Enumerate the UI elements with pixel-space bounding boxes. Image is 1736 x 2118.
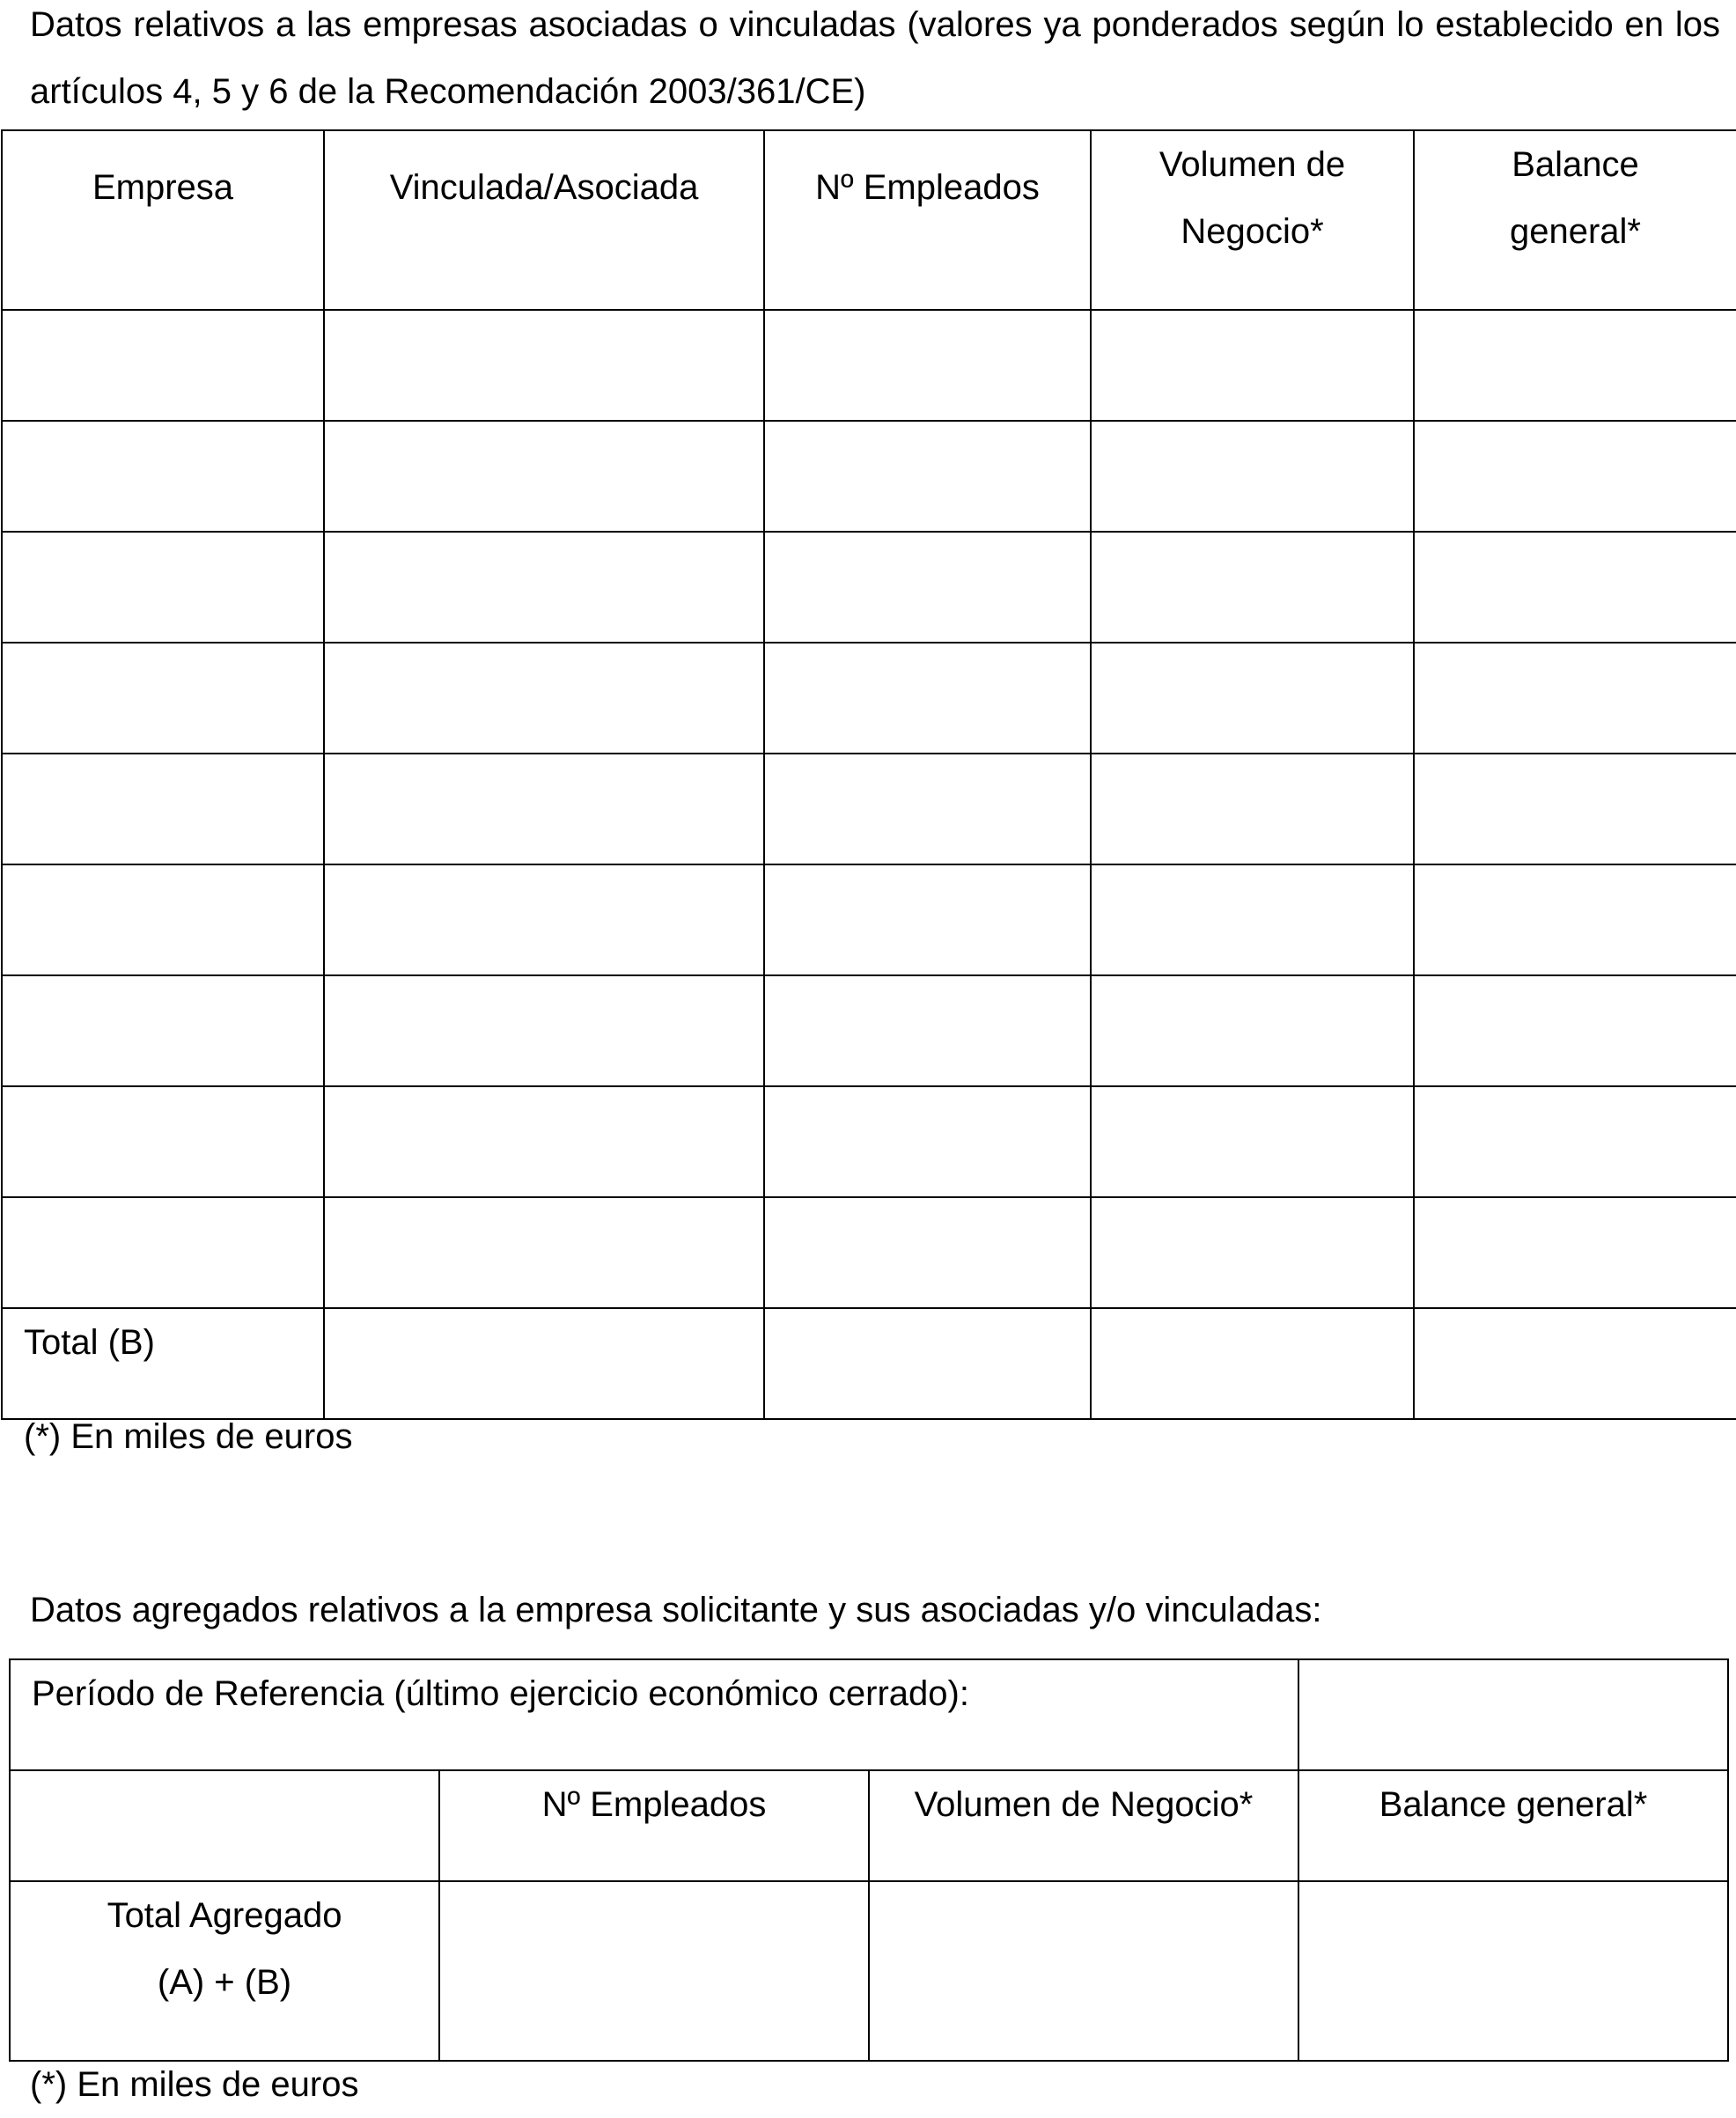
- cell-vinculada[interactable]: [324, 310, 764, 421]
- cell-balance[interactable]: [1414, 754, 1736, 864]
- cell-vinculada[interactable]: [324, 1197, 764, 1308]
- cell-balance-total[interactable]: [1414, 1308, 1736, 1419]
- table-row: [2, 310, 1736, 421]
- cell-empleados[interactable]: [764, 532, 1091, 643]
- cell-empresa[interactable]: [2, 532, 324, 643]
- cell-volumen[interactable]: [1091, 532, 1414, 643]
- cell-balance[interactable]: [1414, 421, 1736, 532]
- cell-vinculada[interactable]: [324, 1086, 764, 1197]
- cell-empleados[interactable]: [764, 754, 1091, 864]
- cell-volumen[interactable]: [1091, 1086, 1414, 1197]
- cell-empresa[interactable]: [2, 310, 324, 421]
- cell-volumen[interactable]: [1091, 1197, 1414, 1308]
- table-row: [2, 1086, 1736, 1197]
- cell-vinculada-total[interactable]: [324, 1308, 764, 1419]
- table-row: [2, 975, 1736, 1086]
- cell-volumen-total[interactable]: [1091, 1308, 1414, 1419]
- header-balance-general: Balance general*: [1414, 130, 1736, 310]
- total-aggregate-label: Total Agregado (A) + (B): [10, 1881, 439, 2061]
- cell-balance[interactable]: [1414, 643, 1736, 754]
- header-empty: [10, 1770, 439, 1881]
- header-volumen-negocio: Volumen de Negocio*: [869, 1770, 1298, 1881]
- cell-empresa[interactable]: [2, 975, 324, 1086]
- table-row: [2, 754, 1736, 864]
- cell-volumen[interactable]: [1091, 975, 1414, 1086]
- cell-empresa[interactable]: [2, 864, 324, 975]
- cell-empleados[interactable]: [764, 310, 1091, 421]
- header-balance-general: Balance general*: [1298, 1770, 1728, 1881]
- cell-balance[interactable]: [1414, 1086, 1736, 1197]
- header-empleados: Nº Empleados: [439, 1770, 869, 1881]
- cell-empleados[interactable]: [764, 1197, 1091, 1308]
- cell-balance[interactable]: [1414, 532, 1736, 643]
- cell-volumen[interactable]: [1091, 421, 1414, 532]
- header-volumen-negocio: Volumen de Negocio*: [1091, 130, 1414, 310]
- intro-paragraph: Datos relativos a las empresas asociadas o vinculadas (valores ya ponderados según lo establecido en los artículos 4, 5 y 6 de la Recomendación 2003/361/CE): [30, 5, 1720, 111]
- table-row: [2, 532, 1736, 643]
- cell-empresa[interactable]: [2, 1086, 324, 1197]
- header-empresa: Empresa: [2, 130, 324, 310]
- cell-empleados-total[interactable]: [764, 1308, 1091, 1419]
- cell-empresa[interactable]: [2, 1197, 324, 1308]
- cell-vinculada[interactable]: [324, 754, 764, 864]
- aggregate-intro: Datos agregados relativos a la empresa solicitante y sus asociadas y/o vinculadas:: [30, 1591, 1322, 1629]
- reference-period-value[interactable]: [1298, 1659, 1728, 1770]
- associated-companies-table: [1, 129, 1736, 1420]
- reference-period-label: Período de Referencia (último ejercicio económico cerrado):: [10, 1659, 1298, 1770]
- cell-empleados[interactable]: [764, 643, 1091, 754]
- total-b-label: Total (B): [2, 1308, 324, 1419]
- cell-balance[interactable]: [1414, 1197, 1736, 1308]
- cell-empresa[interactable]: [2, 643, 324, 754]
- cell-empleados[interactable]: [764, 1086, 1091, 1197]
- table-row: [2, 1197, 1736, 1308]
- cell-empresa[interactable]: [2, 421, 324, 532]
- cell-balance[interactable]: [1414, 864, 1736, 975]
- period-row: [10, 1659, 1728, 1770]
- footnote-thousands-euros-2: (*) En miles de euros: [30, 2065, 359, 2104]
- cell-empleados[interactable]: [764, 864, 1091, 975]
- header-vinculada-asociada: Vinculada/Asociada: [324, 130, 764, 310]
- cell-volumen[interactable]: [1091, 754, 1414, 864]
- table-row: [2, 864, 1736, 975]
- cell-empresa[interactable]: [2, 754, 324, 864]
- cell-empleados[interactable]: [764, 975, 1091, 1086]
- cell-balance[interactable]: [1414, 975, 1736, 1086]
- cell-empleados[interactable]: [764, 421, 1091, 532]
- table-header-row: [2, 130, 1736, 310]
- cell-vinculada[interactable]: [324, 643, 764, 754]
- table-row: [2, 643, 1736, 754]
- cell-volumen-aggregate[interactable]: [869, 1881, 1298, 2061]
- cell-vinculada[interactable]: [324, 975, 764, 1086]
- cell-vinculada[interactable]: [324, 532, 764, 643]
- cell-empleados-aggregate[interactable]: [439, 1881, 869, 2061]
- cell-volumen[interactable]: [1091, 310, 1414, 421]
- table-row: [2, 421, 1736, 532]
- footnote-thousands-euros: (*) En miles de euros: [24, 1417, 353, 1456]
- cell-vinculada[interactable]: [324, 421, 764, 532]
- cell-volumen[interactable]: [1091, 864, 1414, 975]
- total-aggregate-row: [10, 1881, 1728, 2061]
- header-empleados: Nº Empleados: [764, 130, 1091, 310]
- aggregate-header-row: [10, 1770, 1728, 1881]
- cell-balance[interactable]: [1414, 310, 1736, 421]
- cell-volumen[interactable]: [1091, 643, 1414, 754]
- cell-vinculada[interactable]: [324, 864, 764, 975]
- cell-balance-aggregate[interactable]: [1298, 1881, 1728, 2061]
- aggregate-data-table: [9, 1658, 1729, 2062]
